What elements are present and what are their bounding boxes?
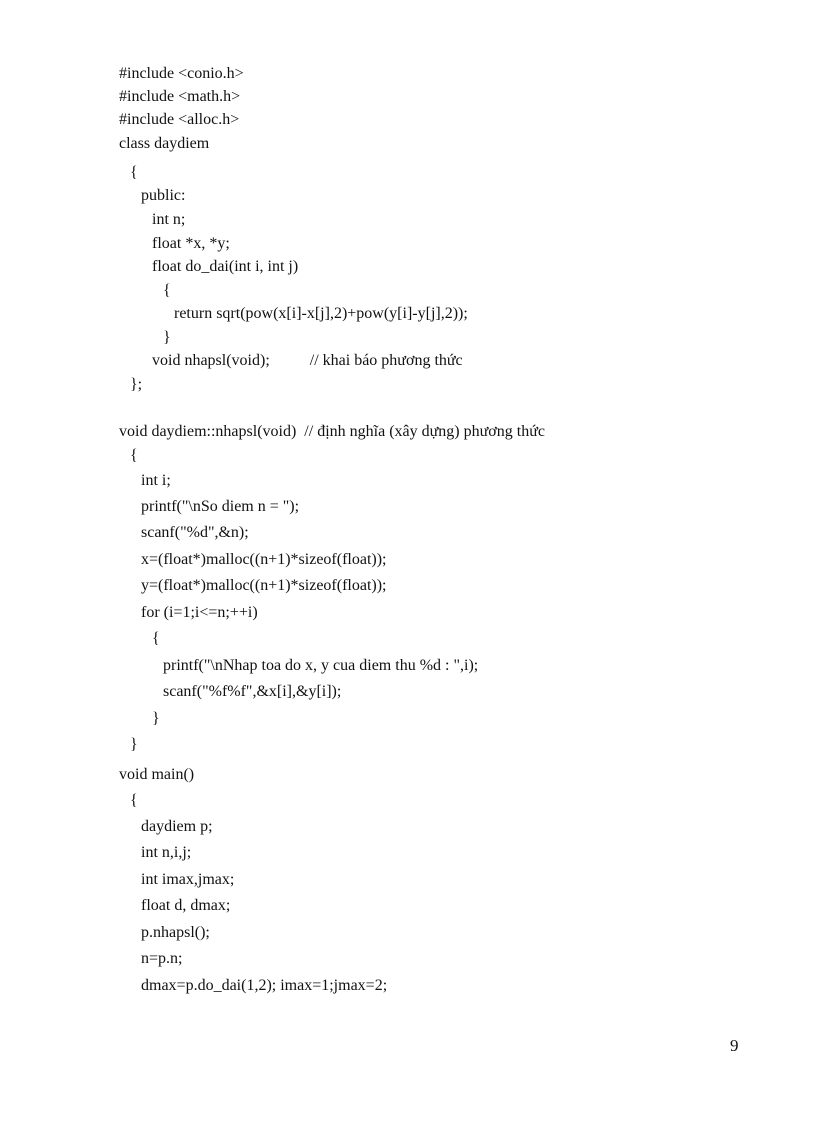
- code-line: }: [130, 736, 138, 753]
- code-line: printf("\nNhap toa do x, y cua diem thu %d : ",i);: [163, 657, 479, 674]
- code-line: return sqrt(pow(x[i]-x[j],2)+pow(y[i]-y[j],2));: [174, 305, 468, 322]
- code-line: dmax=p.do_dai(1,2); imax=1;jmax=2;: [141, 977, 388, 994]
- code-line: }: [163, 329, 171, 346]
- code-line: float *x, *y;: [152, 235, 230, 252]
- code-line: }: [152, 710, 160, 727]
- code-line: scanf("%d",&n);: [141, 524, 249, 541]
- code-line: void nhapsl(void); // khai báo phương thức: [152, 352, 463, 369]
- code-line: };: [130, 376, 143, 393]
- code-line: public:: [141, 187, 186, 204]
- code-line: #include <conio.h>: [119, 65, 244, 82]
- code-line: int i;: [141, 472, 171, 489]
- code-line: void main(): [119, 766, 195, 783]
- code-line: daydiem p;: [141, 818, 213, 835]
- code-line: {: [130, 447, 138, 464]
- code-line: p.nhapsl();: [141, 924, 210, 941]
- code-line: class daydiem: [119, 135, 210, 152]
- code-line: int imax,jmax;: [141, 871, 235, 888]
- code-line: float do_dai(int i, int j): [152, 258, 299, 275]
- code-line: {: [163, 282, 171, 299]
- code-line: int n,i,j;: [141, 844, 192, 861]
- code-line: {: [152, 630, 160, 647]
- code-line: n=p.n;: [141, 950, 183, 967]
- code-line: printf("\nSo diem n = ");: [141, 498, 300, 515]
- code-line: int n;: [152, 211, 186, 228]
- page-number: 9: [730, 1036, 739, 1055]
- code-line: x=(float*)malloc((n+1)*sizeof(float));: [141, 551, 387, 568]
- code-line: y=(float*)malloc((n+1)*sizeof(float));: [141, 577, 387, 594]
- code-line: {: [130, 792, 138, 809]
- code-line: {: [130, 164, 138, 181]
- code-line: float d, dmax;: [141, 897, 231, 914]
- code-line: void daydiem::nhapsl(void) // định nghĩa (xây dựng) phương thức: [119, 423, 545, 440]
- code-line: #include <alloc.h>: [119, 111, 240, 128]
- code-line: for (i=1;i<=n;++i): [141, 604, 258, 621]
- code-line: #include <math.h>: [119, 88, 241, 105]
- code-line: scanf("%f%f",&x[i],&y[i]);: [163, 683, 342, 700]
